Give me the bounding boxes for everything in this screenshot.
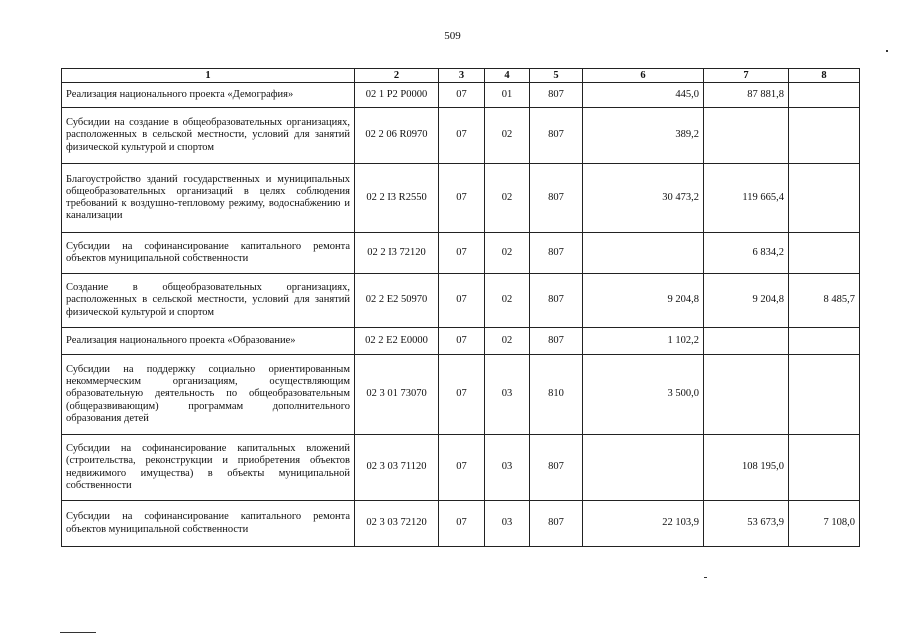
amount-cell-7: 108 195,0 — [704, 435, 789, 501]
table-row — [62, 274, 860, 328]
amount-cell-7: 87 881,8 — [704, 83, 789, 108]
code-cell: 02 3 03 71120 — [355, 435, 439, 501]
subsection-cell: 03 — [485, 355, 530, 435]
table-row — [62, 435, 860, 501]
expense-type-cell: 807 — [530, 501, 583, 547]
subsection-cell: 01 — [485, 83, 530, 108]
amount-cell-7: 119 665,4 — [704, 164, 789, 233]
amount-cell-6: 389,2 — [583, 108, 704, 164]
expense-type-cell: 807 — [530, 108, 583, 164]
table-row — [62, 108, 860, 164]
scan-artifact-dot — [704, 577, 707, 578]
subsection-cell: 02 — [485, 233, 530, 274]
amount-cell-6: 3 500,0 — [583, 355, 704, 435]
amount-cell-6: 30 473,2 — [583, 164, 704, 233]
description-cell: Благоустройство зданий государственных и муниципальных общеобразовательных организаций в целях соблюдения требований к воздушно-тепловому режиму, водоснабжению и канализации — [62, 164, 355, 233]
code-cell: 02 1 P2 P0000 — [355, 83, 439, 108]
code-cell: 02 2 E2 E0000 — [355, 328, 439, 355]
amount-cell-6: 445,0 — [583, 83, 704, 108]
header-row — [62, 69, 860, 83]
amount-cell-6 — [583, 435, 704, 501]
scan-artifact-line — [60, 632, 96, 633]
amount-cell-6: 9 204,8 — [583, 274, 704, 328]
amount-cell-7 — [704, 328, 789, 355]
amount-cell-8 — [789, 164, 860, 233]
header-cell: 8 — [789, 69, 860, 83]
table-row — [62, 233, 860, 274]
header-cell: 3 — [439, 69, 485, 83]
expense-type-cell: 807 — [530, 233, 583, 274]
description-cell: Субсидии на софинансирование капитального ремонта объектов муниципальной собственности — [62, 233, 355, 274]
amount-cell-7: 53 673,9 — [704, 501, 789, 547]
code-cell: 02 2 I3 R2550 — [355, 164, 439, 233]
table-row — [62, 83, 860, 108]
subsection-cell: 02 — [485, 274, 530, 328]
amount-cell-8 — [789, 108, 860, 164]
section-cell: 07 — [439, 501, 485, 547]
amount-cell-8: 8 485,7 — [789, 274, 860, 328]
description-cell: Субсидии на поддержку социально ориентированным некоммерческим организациям, осуществляющим образовательную деятельность по общеобразовательным (общеразвивающим) программам дополнительного образования детей — [62, 355, 355, 435]
subsection-cell: 02 — [485, 108, 530, 164]
code-cell: 02 3 01 73070 — [355, 355, 439, 435]
amount-cell-8: 7 108,0 — [789, 501, 860, 547]
expense-type-cell: 807 — [530, 328, 583, 355]
amount-cell-7 — [704, 108, 789, 164]
description-cell: Субсидии на софинансирование капитального ремонта объектов муниципальной собственности — [62, 501, 355, 547]
amount-cell-6: 22 103,9 — [583, 501, 704, 547]
code-cell: 02 2 06 R0970 — [355, 108, 439, 164]
amount-cell-6: 1 102,2 — [583, 328, 704, 355]
section-cell: 07 — [439, 435, 485, 501]
section-cell: 07 — [439, 233, 485, 274]
scan-artifact-dot — [886, 50, 888, 52]
code-cell: 02 2 E2 50970 — [355, 274, 439, 328]
header-cell: 4 — [485, 69, 530, 83]
header-cell: 2 — [355, 69, 439, 83]
expense-type-cell: 807 — [530, 274, 583, 328]
expense-type-cell: 807 — [530, 435, 583, 501]
amount-cell-8 — [789, 355, 860, 435]
code-cell: 02 3 03 72120 — [355, 501, 439, 547]
amount-cell-8 — [789, 328, 860, 355]
table-row — [62, 355, 860, 435]
header-cell: 6 — [583, 69, 704, 83]
table-row — [62, 164, 860, 233]
description-cell: Реализация национального проекта «Демография» — [62, 83, 355, 108]
amount-cell-6 — [583, 233, 704, 274]
header-cell: 5 — [530, 69, 583, 83]
description-cell: Создание в общеобразовательных организациях, расположенных в сельской местности, условий для занятий физической культурой и спортом — [62, 274, 355, 328]
section-cell: 07 — [439, 355, 485, 435]
amount-cell-8 — [789, 83, 860, 108]
amount-cell-8 — [789, 233, 860, 274]
subsection-cell: 03 — [485, 435, 530, 501]
header-cell: 1 — [62, 69, 355, 83]
description-cell: Реализация национального проекта «Образование» — [62, 328, 355, 355]
description-cell: Субсидии на создание в общеобразовательных организациях, расположенных в сельской местности, условий для занятий физической культурой и спортом — [62, 108, 355, 164]
amount-cell-7: 9 204,8 — [704, 274, 789, 328]
table-row — [62, 328, 860, 355]
page-number: 509 — [444, 30, 461, 42]
description-cell: Субсидии на софинансирование капитальных вложений (строительства, реконструкции и приобретения объектов недвижимого имущества) в объекты муниципальной собственности — [62, 435, 355, 501]
table-row — [62, 501, 860, 547]
expense-type-cell: 810 — [530, 355, 583, 435]
section-cell: 07 — [439, 274, 485, 328]
section-cell: 07 — [439, 83, 485, 108]
section-cell: 07 — [439, 108, 485, 164]
subsection-cell: 03 — [485, 501, 530, 547]
amount-cell-7: 6 834,2 — [704, 233, 789, 274]
subsection-cell: 02 — [485, 328, 530, 355]
subsection-cell: 02 — [485, 164, 530, 233]
amount-cell-7 — [704, 355, 789, 435]
header-cell: 7 — [704, 69, 789, 83]
budget-table — [61, 68, 860, 547]
section-cell: 07 — [439, 164, 485, 233]
expense-type-cell: 807 — [530, 164, 583, 233]
code-cell: 02 2 I3 72120 — [355, 233, 439, 274]
section-cell: 07 — [439, 328, 485, 355]
expense-type-cell: 807 — [530, 83, 583, 108]
amount-cell-8 — [789, 435, 860, 501]
